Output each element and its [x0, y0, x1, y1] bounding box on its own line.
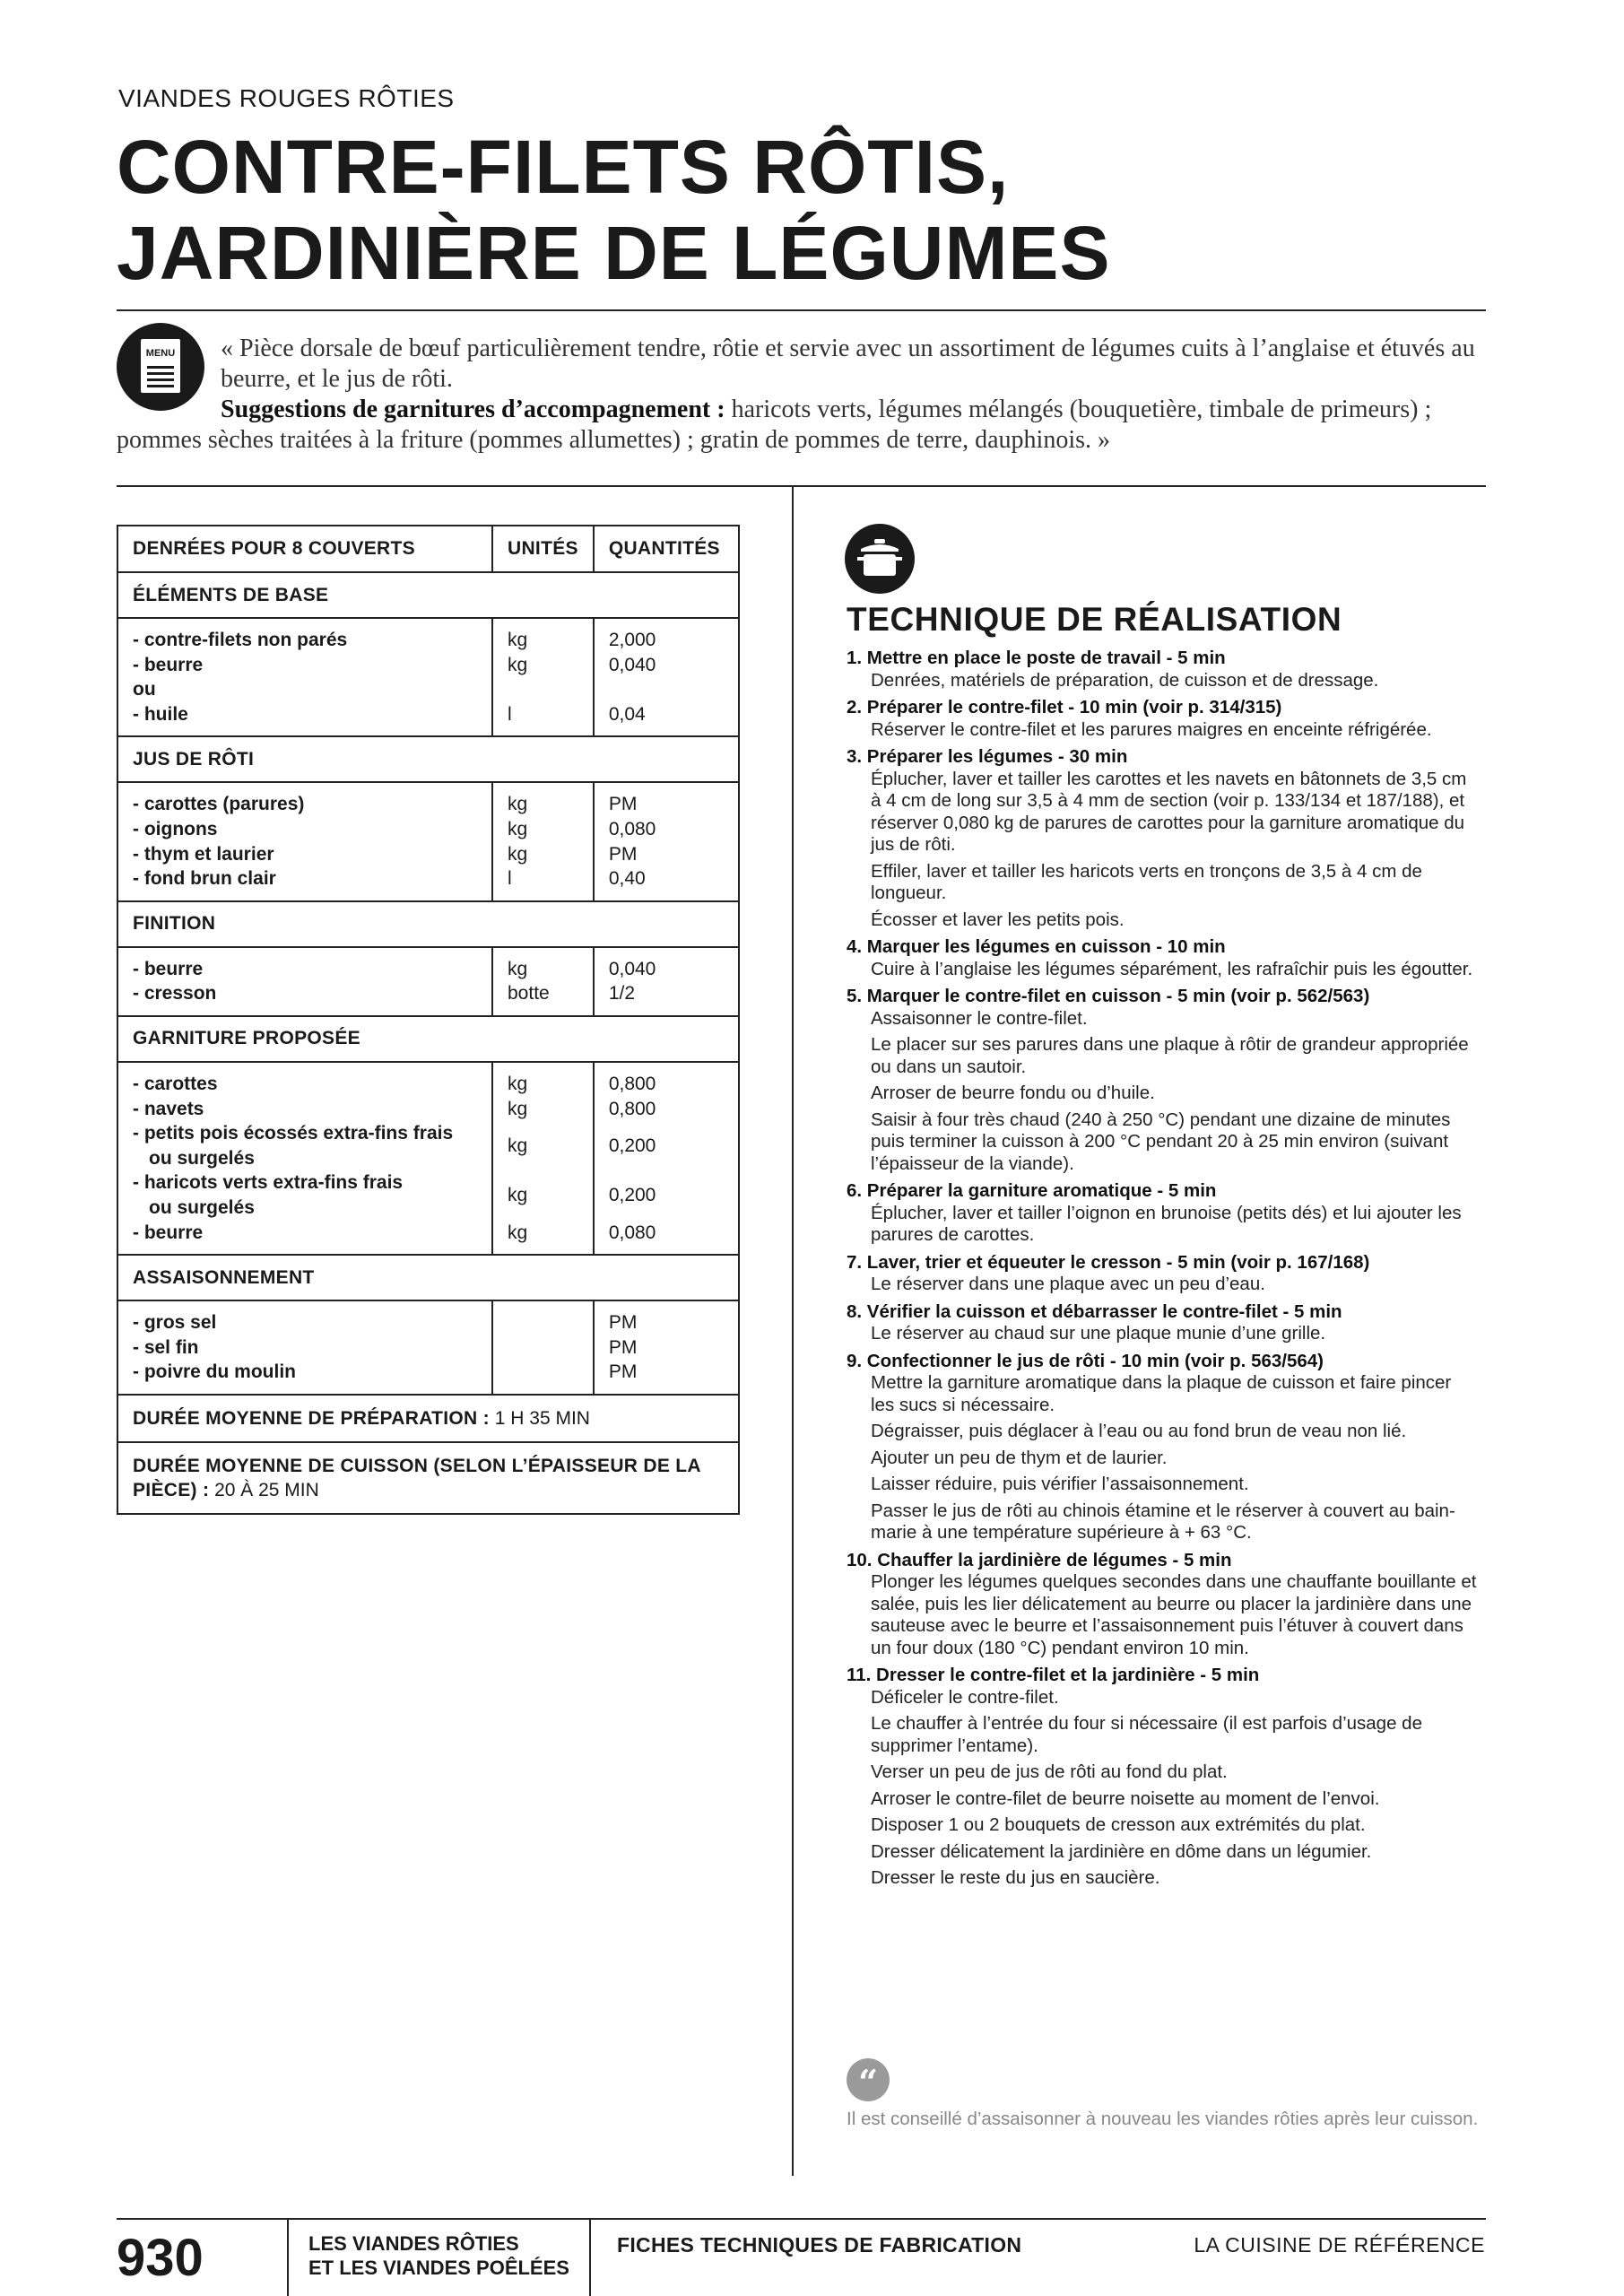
ingredient-unit	[508, 1335, 578, 1361]
step-instruction: Ajouter un peu de thym et de laurier.	[871, 1447, 1168, 1468]
step-instruction: Dresser délicatement la jardinière en dôme dans un légumier.	[871, 1840, 1372, 1862]
ingredient-quantity: PM	[608, 1336, 638, 1358]
quote-icon	[847, 2058, 890, 2101]
table-section-row	[117, 1016, 739, 1062]
table-header-row	[117, 526, 739, 572]
top-divider	[117, 309, 1486, 311]
step-title: 7. Laver, trier et équeuter le cresson - 5 min (voir p. 167/168)	[847, 1251, 1370, 1273]
chapter-title-line-1: LES VIANDES RÔTIES	[308, 2232, 519, 2255]
category-label: FICHES TECHNIQUES DE FABRICATION	[617, 2233, 1022, 2257]
ingredient-units	[492, 947, 594, 1016]
ingredient-unit: kg	[508, 1185, 528, 1206]
ingredient-quantity: 0,200	[608, 1185, 656, 1206]
step-title: 10. Chauffer la jardinière de légumes - 5 min	[847, 1549, 1232, 1570]
step-instruction: Arroser le contre-filet de beurre noisette au moment de l’envoi.	[871, 1787, 1380, 1809]
table-header-cell: DENRÉES POUR 8 COUVERTS	[117, 526, 492, 572]
ingredient-name: - haricots verts extra-fins frais ou surgelés	[133, 1170, 477, 1220]
technique-step	[847, 936, 1479, 980]
ingredient-name: - carottes (parures)	[133, 794, 305, 815]
step-title: 11. Dresser le contre-filet et la jardinière - 5 min	[847, 1665, 1260, 1685]
ingredient-quantity: 0,080	[608, 1222, 656, 1243]
step-title: 3. Préparer les légumes - 30 min	[847, 746, 1128, 767]
intro-suggestions	[117, 395, 1486, 456]
ingredient-quantities	[594, 1300, 739, 1395]
ingredient-unit: kg	[508, 843, 528, 865]
section-label: VIANDES ROUGES RÔTIES	[118, 84, 455, 112]
technique-steps	[847, 648, 1479, 1895]
prep-time-label: DURÉE MOYENNE DE PRÉPARATION :	[133, 1407, 490, 1429]
ingredient-unit	[508, 677, 578, 702]
table-section-row	[117, 736, 739, 782]
step-instruction: Effiler, laver et tailler les haricots verts en tronçons de 3,5 à 4 cm de longueur.	[871, 860, 1422, 903]
cook-time-row	[117, 1442, 739, 1514]
ingredient-unit: kg	[508, 1135, 528, 1157]
ingredient-unit: kg	[508, 794, 528, 815]
step-instruction: Dégraisser, puis déglacer à l’eau ou au fond brun de veau non lié.	[871, 1421, 1407, 1441]
recipe-title-line-2: JARDINIÈRE DE LÉGUMES	[117, 211, 1111, 295]
ingredient-quantities	[594, 618, 739, 736]
table-row	[117, 618, 739, 736]
step-title: 4. Marquer les légumes en cuisson - 10 min	[847, 936, 1226, 957]
ingredient-name: - petits pois écossés extra-fins frais ou surgelés	[133, 1121, 477, 1170]
ingredient-name-continued: ou surgelés	[149, 1196, 255, 1218]
ingredient-name: - sel fin	[133, 1336, 199, 1358]
step-title: 9. Confectionner le jus de rôti - 10 min (voir p. 563/564)	[847, 1350, 1324, 1371]
cook-time-label: DURÉE MOYENNE DE CUISSON (SELON L’ÉPAISSEUR DE LA PIÈCE) :	[133, 1455, 701, 1500]
ingredient-unit: kg	[508, 630, 528, 650]
table-section-row	[117, 1255, 739, 1300]
ingredient-quantity	[609, 677, 724, 702]
step-instruction: Le réserver au chaud sur une plaque munie d’une grille.	[871, 1323, 1326, 1344]
ingredient-quantity: 0,40	[608, 868, 646, 890]
footer-separator	[589, 2218, 591, 2296]
ingredient-unit	[508, 1360, 578, 1385]
page-number: 930	[117, 2229, 204, 2287]
ingredient-units	[492, 1062, 594, 1255]
table-header-cell: QUANTITÉS	[594, 526, 739, 572]
intro-text	[117, 334, 1486, 456]
chef-note: Il est conseillé d’assaisonner à nouveau les viandes rôties après leur cuisson.	[847, 2109, 1479, 2129]
ingredient-quantity: PM	[608, 1312, 638, 1334]
ingredient-name: - poivre du moulin	[133, 1361, 296, 1383]
ingredient-name: - beurre	[133, 958, 204, 979]
step-title: 1. Mettre en place le poste de travail - 5 min	[847, 648, 1226, 668]
step-instruction: Écosser et laver les petits pois.	[871, 909, 1125, 930]
ingredient-quantity: PM	[608, 794, 638, 815]
ingredient-unit	[508, 1310, 578, 1335]
ingredient-quantity: PM	[608, 843, 638, 865]
ingredient-unit: botte	[508, 983, 550, 1004]
table-row	[117, 947, 739, 1016]
ingredient-unit: kg	[508, 958, 528, 979]
ingredient-quantity: 0,800	[608, 1073, 656, 1094]
technique-step	[847, 1550, 1479, 1660]
ingredient-name: ou	[133, 679, 156, 700]
section-title: JUS DE RÔTI	[117, 736, 739, 782]
book-title: LA CUISINE DE RÉFÉRENCE	[1194, 2233, 1485, 2257]
technique-step	[847, 1665, 1479, 1890]
step-instruction: Déficeler le contre-filet.	[871, 1686, 1059, 1708]
ingredient-quantities	[594, 947, 739, 1016]
ingredient-unit: kg	[508, 1073, 528, 1094]
ingredient-names	[117, 947, 492, 1016]
step-instruction: Laisser réduire, puis vérifier l’assaisonnement.	[871, 1474, 1249, 1494]
technique-title: TECHNIQUE DE RÉALISATION	[847, 601, 1342, 638]
table-row	[117, 1300, 739, 1395]
ingredient-unit: kg	[508, 1222, 528, 1243]
technique-step	[847, 986, 1479, 1175]
cook-time	[117, 1442, 739, 1514]
step-title: 6. Préparer la garniture aromatique - 5 min	[847, 1180, 1217, 1201]
step-instruction: Disposer 1 ou 2 bouquets de cresson aux extrémités du plat.	[871, 1814, 1366, 1835]
table-row	[117, 782, 739, 900]
suggestions-label: Suggestions de garnitures d’accompagnement :	[221, 396, 725, 423]
step-instruction: Le chauffer à l’entrée du four si nécessaire (il est parfois d’usage de supprimer l’entame).	[871, 1713, 1422, 1756]
technique-step	[847, 1180, 1479, 1247]
technique-step	[847, 648, 1479, 691]
technique-step	[847, 1301, 1479, 1345]
section-title: FINITION	[117, 901, 739, 947]
ingredient-units	[492, 1300, 594, 1395]
ingredient-name: - beurre	[133, 654, 204, 675]
ingredient-names	[117, 1062, 492, 1255]
prep-time-value: 1 H 35 MIN	[489, 1407, 590, 1429]
prep-time	[117, 1395, 739, 1442]
content-divider	[117, 485, 1486, 487]
section-title: GARNITURE PROPOSÉE	[117, 1016, 739, 1062]
ingredient-name: - cresson	[133, 983, 217, 1004]
step-title: 5. Marquer le contre-filet en cuisson - 5 min (voir p. 562/563)	[847, 986, 1370, 1006]
step-instruction: Éplucher, laver et tailler l’oignon en brunoise (petits dés) et lui ajouter les parures de carottes.	[871, 1202, 1462, 1245]
ingredient-quantity: 2,000	[608, 630, 656, 650]
cooking-pot-icon	[845, 524, 915, 594]
table-header-cell: UNITÉS	[492, 526, 594, 572]
ingredient-units	[492, 618, 594, 736]
recipe-title	[117, 124, 1515, 296]
step-title: 8. Vérifier la cuisson et débarrasser le contre-filet - 5 min	[847, 1300, 1342, 1322]
technique-step	[847, 1252, 1479, 1296]
step-instruction: Mettre la garniture aromatique dans la plaque de cuisson et faire pincer les sucs si nécessaire.	[871, 1372, 1452, 1415]
ingredient-name: - fond brun clair	[133, 868, 276, 890]
step-instruction: Denrées, matériels de préparation, de cuisson et de dressage.	[871, 669, 1379, 691]
svg-text:“: “	[858, 2062, 878, 2101]
technique-step	[847, 697, 1479, 741]
prep-time-row	[117, 1395, 739, 1442]
ingredient-quantity: 0,04	[608, 703, 646, 725]
step-instruction: Arroser de beurre fondu ou d’huile.	[871, 1083, 1155, 1103]
chapter-title	[308, 2215, 586, 2280]
footer-separator	[287, 2218, 289, 2296]
table-section-row	[117, 901, 739, 947]
ingredient-name: - oignons	[133, 818, 218, 839]
ingredient-quantity: 0,080	[608, 818, 656, 839]
step-title: 2. Préparer le contre-filet - 10 min (voir p. 314/315)	[847, 697, 1282, 718]
ingredient-unit: l	[508, 703, 512, 725]
suggestions-text: haricots verts, légumes mélangés (bouquetière, timbale de primeurs) ; pommes sèches traitées à la friture (pommes allumettes) ; gratin de pommes de terre, dauphinois. »	[117, 396, 1432, 454]
ingredients-table	[117, 525, 740, 1515]
ingredient-name: - contre-filets non parés	[133, 630, 348, 650]
step-instruction: Réserver le contre-filet et les parures maigres en enceinte réfrigérée.	[871, 718, 1432, 740]
step-instruction: Verser un peu de jus de rôti au fond du plat.	[871, 1761, 1228, 1782]
ingredient-quantity: 0,040	[608, 654, 656, 675]
step-instruction: Assaisonner le contre-filet.	[871, 1007, 1088, 1029]
ingredient-quantities	[594, 782, 739, 900]
step-instruction: Cuire à l’anglaise les légumes séparément, les rafraîchir puis les égoutter.	[871, 958, 1473, 979]
ingredient-name-continued: ou surgelés	[149, 1147, 255, 1169]
ingredient-quantity: 0,040	[608, 958, 656, 979]
ingredient-quantities	[594, 1062, 739, 1255]
technique-step	[847, 1351, 1479, 1544]
table-row	[117, 1062, 739, 1255]
section-title: ÉLÉMENTS DE BASE	[117, 572, 739, 618]
ingredient-names	[117, 782, 492, 900]
step-instruction: Saisir à four très chaud (240 à 250 °C) pendant une dizaine de minutes puis terminer la cuisson à 200 °C pendant 20 à 25 min environ (suivant l’épaisseur de la viande).	[871, 1109, 1451, 1174]
step-instruction: Le réserver dans une plaque avec un peu d’eau.	[871, 1274, 1265, 1294]
ingredient-name: - gros sel	[133, 1312, 217, 1334]
ingredient-quantity: 0,800	[608, 1098, 656, 1119]
ingredient-quantity: 1/2	[608, 983, 636, 1004]
ingredient-names	[117, 618, 492, 736]
recipe-title-line-1: CONTRE-FILETS RÔTIS,	[117, 125, 1010, 209]
menu-card-label: MENU	[145, 348, 176, 359]
ingredient-unit: l	[508, 868, 512, 890]
section-title: ASSAISONNEMENT	[117, 1255, 739, 1300]
step-instruction: Passer le jus de rôti au chinois étamine et le réserver à couvert au bain-marie à une température supérieure à + 63 °C.	[871, 1500, 1455, 1543]
ingredient-name: - beurre	[133, 1222, 204, 1243]
ingredient-quantity: 0,200	[608, 1135, 656, 1157]
cook-time-value: 20 À 25 MIN	[209, 1479, 319, 1500]
ingredient-name: - huile	[133, 703, 188, 725]
step-instruction: Plonger les légumes quelques secondes dans une chauffante bouillante et salée, puis les lier délicatement au beurre ou placer la jardinière dans une sauteuse avec le beurre et l’assaisonnement puis l’étuver à couvert dans un four doux (180 °C) pendant environ 10 min.	[871, 1571, 1477, 1658]
ingredient-quantity: PM	[608, 1361, 638, 1383]
ingredient-unit: kg	[508, 1098, 528, 1119]
step-instruction: Le placer sur ses parures dans une plaque à rôtir de grandeur appropriée ou dans un sautoir.	[871, 1034, 1469, 1077]
ingredient-unit: kg	[508, 654, 528, 675]
intro-description: « Pièce dorsale de bœuf particulièrement tendre, rôtie et servie avec un assortiment de légumes cuits à l’anglaise et étuvés au beurre, et le jus de rôti.	[221, 335, 1475, 393]
step-instruction: Éplucher, laver et tailler les carottes et les navets en bâtonnets de 3,5 cm à 4 cm de long sur 3,5 à 4 mm de section (voir p. 133/134 et 187/188), et réserver 0,080 kg de parures de carottes pour la garniture aromatique du jus de rôti.	[871, 768, 1467, 855]
table-section-row	[117, 572, 739, 618]
technique-step	[847, 746, 1479, 931]
column-separator	[792, 485, 794, 2176]
ingredient-name: - navets	[133, 1098, 204, 1119]
ingredient-units	[492, 782, 594, 900]
ingredient-name: - carottes	[133, 1073, 218, 1094]
chapter-title-line-2: ET LES VIANDES POÊLÉES	[308, 2257, 569, 2279]
step-instruction: Dresser le reste du jus en saucière.	[871, 1867, 1160, 1888]
ingredient-names	[117, 1300, 492, 1395]
ingredient-name: - thym et laurier	[133, 843, 274, 865]
ingredient-unit: kg	[508, 818, 528, 839]
